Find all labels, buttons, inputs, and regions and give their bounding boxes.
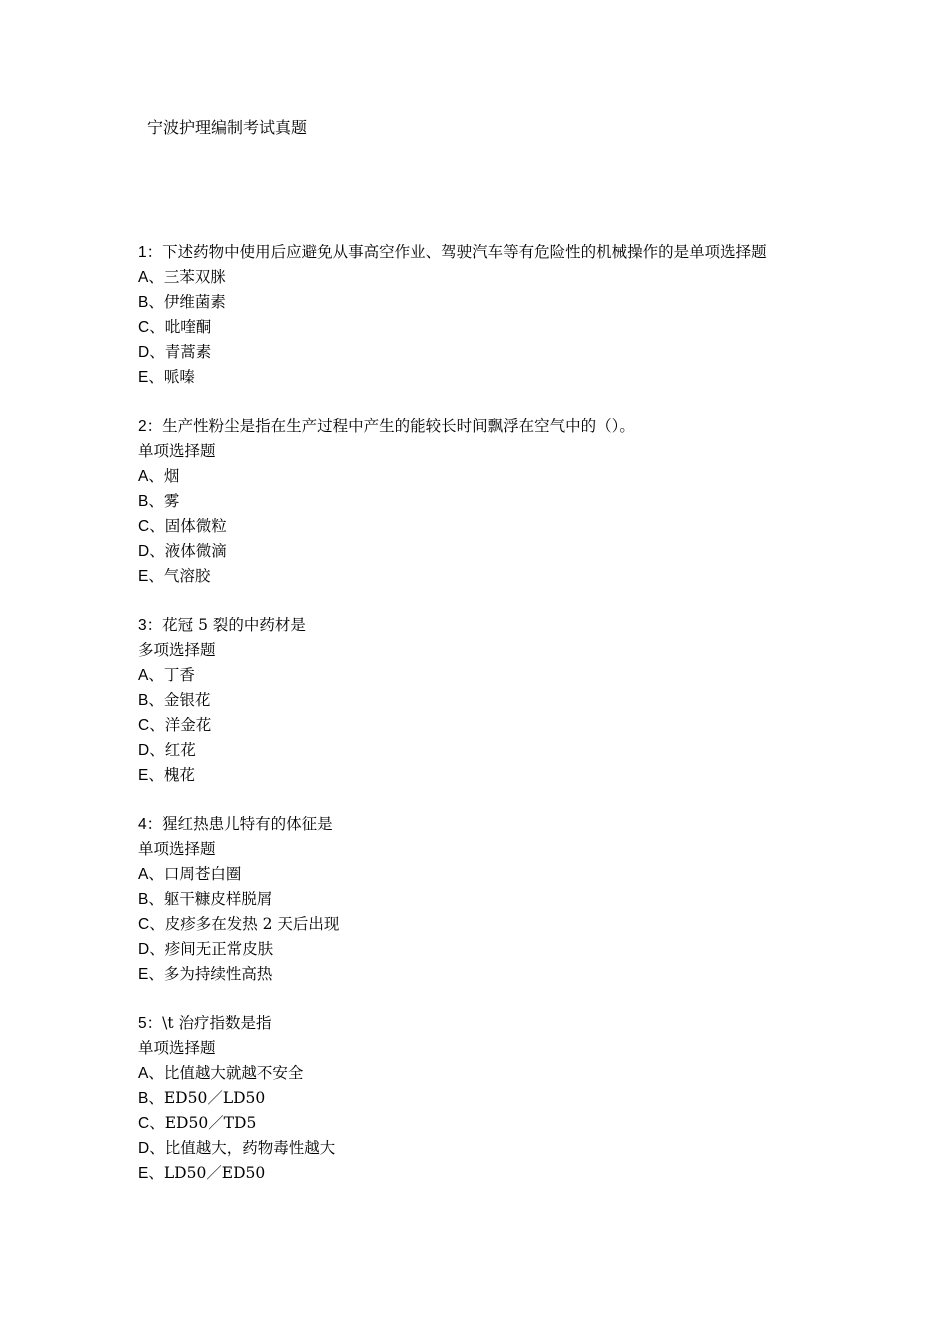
- question-stem: [138, 812, 818, 837]
- option-separator: 、: [148, 691, 164, 709]
- question-type: 单项选择题: [138, 442, 216, 460]
- option-text: 比值越大，药物毒性越大: [164, 1139, 336, 1157]
- option-letter: B: [138, 891, 149, 908]
- option-separator: 、: [148, 467, 164, 485]
- option-letter: C: [138, 319, 150, 336]
- question-number-separator: ：: [146, 815, 163, 833]
- question-stem: [138, 613, 818, 638]
- question-number: 3: [138, 617, 147, 634]
- option-letter: B: [138, 692, 149, 709]
- option-letter: E: [138, 568, 149, 585]
- answer-option[interactable]: [138, 937, 818, 962]
- answer-option[interactable]: [138, 464, 818, 489]
- option-letter: D: [138, 941, 150, 958]
- option-text: ED50／TD5: [164, 1114, 257, 1132]
- question-4: [138, 812, 818, 987]
- question-number-separator: ：: [146, 616, 163, 634]
- question-list: [138, 240, 818, 1210]
- option-letter: E: [138, 369, 149, 386]
- answer-option[interactable]: [138, 1061, 818, 1086]
- option-letter: A: [138, 667, 149, 684]
- option-separator: 、: [149, 741, 165, 759]
- question-1: [138, 240, 818, 390]
- answer-option[interactable]: [138, 315, 818, 340]
- option-separator: 、: [149, 915, 165, 933]
- option-letter: C: [138, 1115, 150, 1132]
- option-text: 多为持续性高热: [163, 965, 273, 983]
- question-stem-text: 猩红热患儿特有的体征是: [162, 815, 333, 833]
- answer-option[interactable]: [138, 290, 818, 315]
- question-stem: [138, 1011, 818, 1036]
- answer-option[interactable]: [138, 688, 818, 713]
- answer-option[interactable]: [138, 539, 818, 564]
- option-letter: B: [138, 1090, 149, 1107]
- option-text: 金银花: [163, 691, 211, 709]
- option-text: 红花: [164, 741, 196, 759]
- option-text: 槐花: [163, 766, 195, 784]
- option-text: LD50／ED50: [163, 1164, 266, 1182]
- question-number-separator: ：: [146, 417, 163, 435]
- option-separator: 、: [148, 1089, 164, 1107]
- option-letter: D: [138, 344, 150, 361]
- question-type: 单项选择题: [138, 840, 216, 858]
- option-letter: B: [138, 294, 149, 311]
- option-separator: 、: [148, 766, 164, 784]
- option-letter: A: [138, 269, 149, 286]
- question-number: 1: [138, 244, 147, 261]
- answer-option[interactable]: [138, 489, 818, 514]
- option-separator: 、: [149, 716, 165, 734]
- answer-option[interactable]: [138, 1161, 818, 1186]
- answer-option[interactable]: [138, 738, 818, 763]
- question-number: 5: [138, 1015, 147, 1032]
- option-text: 伊维菌素: [163, 293, 226, 311]
- option-separator: 、: [149, 343, 165, 361]
- question-stem-text: 下述药物中使用后应避免从事高空作业、驾驶汽车等有危险性的机械操作的是单项选择题: [162, 243, 767, 261]
- answer-option[interactable]: [138, 265, 818, 290]
- option-text: 烟: [163, 467, 180, 485]
- question-number: 2: [138, 418, 147, 435]
- question-stem-text: \t 治疗指数是指: [162, 1014, 272, 1032]
- question-type: 单项选择题: [138, 1039, 216, 1057]
- question-number-separator: ：: [146, 1014, 163, 1032]
- answer-option[interactable]: [138, 514, 818, 539]
- option-separator: 、: [148, 268, 164, 286]
- option-separator: 、: [148, 293, 164, 311]
- answer-option[interactable]: [138, 887, 818, 912]
- option-text: 洋金花: [164, 716, 212, 734]
- option-text: 液体微滴: [164, 542, 227, 560]
- option-letter: D: [138, 742, 150, 759]
- question-2: [138, 414, 818, 589]
- answer-option[interactable]: [138, 912, 818, 937]
- answer-option[interactable]: [138, 1086, 818, 1111]
- option-letter: A: [138, 866, 149, 883]
- option-separator: 、: [148, 666, 164, 684]
- question-stem: [138, 414, 818, 439]
- option-text: 比值越大就越不安全: [163, 1064, 304, 1082]
- option-text: 皮疹多在发热 2 天后出现: [164, 915, 340, 933]
- option-text: 青蒿素: [164, 343, 212, 361]
- option-letter: C: [138, 518, 150, 535]
- option-separator: 、: [148, 965, 164, 983]
- option-separator: 、: [149, 940, 165, 958]
- option-text: 固体微粒: [164, 517, 227, 535]
- option-separator: 、: [149, 517, 165, 535]
- document-title: 宁波护理编制考试真题: [147, 118, 308, 137]
- option-separator: 、: [149, 1139, 165, 1157]
- option-separator: 、: [149, 542, 165, 560]
- question-5: [138, 1011, 818, 1186]
- question-type: 多项选择题: [138, 641, 216, 659]
- answer-option[interactable]: [138, 962, 818, 987]
- option-letter: D: [138, 543, 150, 560]
- option-text: 丁香: [163, 666, 195, 684]
- question-number-separator: ：: [146, 243, 163, 261]
- answer-option[interactable]: [138, 1111, 818, 1136]
- option-text: 疹间无正常皮肤: [164, 940, 274, 958]
- answer-option[interactable]: [138, 365, 818, 390]
- question-stem-text: 生产性粉尘是指在生产过程中产生的能较长时间飘浮在空气中的（）。: [162, 417, 635, 435]
- option-text: 口周苍白圈: [163, 865, 242, 883]
- option-text: 雾: [163, 492, 180, 510]
- option-separator: 、: [148, 890, 164, 908]
- option-letter: C: [138, 717, 150, 734]
- option-separator: 、: [148, 492, 164, 510]
- option-separator: 、: [148, 1064, 164, 1082]
- option-separator: 、: [149, 1114, 165, 1132]
- option-letter: B: [138, 493, 149, 510]
- question-stem-text: 花冠 5 裂的中药材是: [162, 616, 306, 634]
- option-letter: E: [138, 767, 149, 784]
- option-text: 躯干糠皮样脱屑: [163, 890, 273, 908]
- option-text: 吡喹酮: [164, 318, 212, 336]
- question-number: 4: [138, 816, 147, 833]
- option-text: 三苯双脒: [163, 268, 226, 286]
- answer-option[interactable]: [138, 763, 818, 788]
- option-letter: A: [138, 1065, 149, 1082]
- question-stem: [138, 240, 818, 265]
- answer-option[interactable]: [138, 663, 818, 688]
- option-separator: 、: [148, 865, 164, 883]
- option-letter: A: [138, 468, 149, 485]
- answer-option[interactable]: [138, 862, 818, 887]
- answer-option[interactable]: [138, 1136, 818, 1161]
- option-separator: 、: [149, 318, 165, 336]
- question-3: [138, 613, 818, 788]
- answer-option[interactable]: [138, 713, 818, 738]
- option-letter: E: [138, 966, 149, 983]
- answer-option[interactable]: [138, 564, 818, 589]
- option-letter: E: [138, 1165, 149, 1182]
- option-text: ED50／LD50: [163, 1089, 266, 1107]
- option-separator: 、: [148, 1164, 164, 1182]
- option-letter: C: [138, 916, 150, 933]
- option-text: 气溶胶: [163, 567, 211, 585]
- option-separator: 、: [148, 368, 164, 386]
- option-text: 哌嗪: [163, 368, 195, 386]
- option-letter: D: [138, 1140, 150, 1157]
- answer-option[interactable]: [138, 340, 818, 365]
- option-separator: 、: [148, 567, 164, 585]
